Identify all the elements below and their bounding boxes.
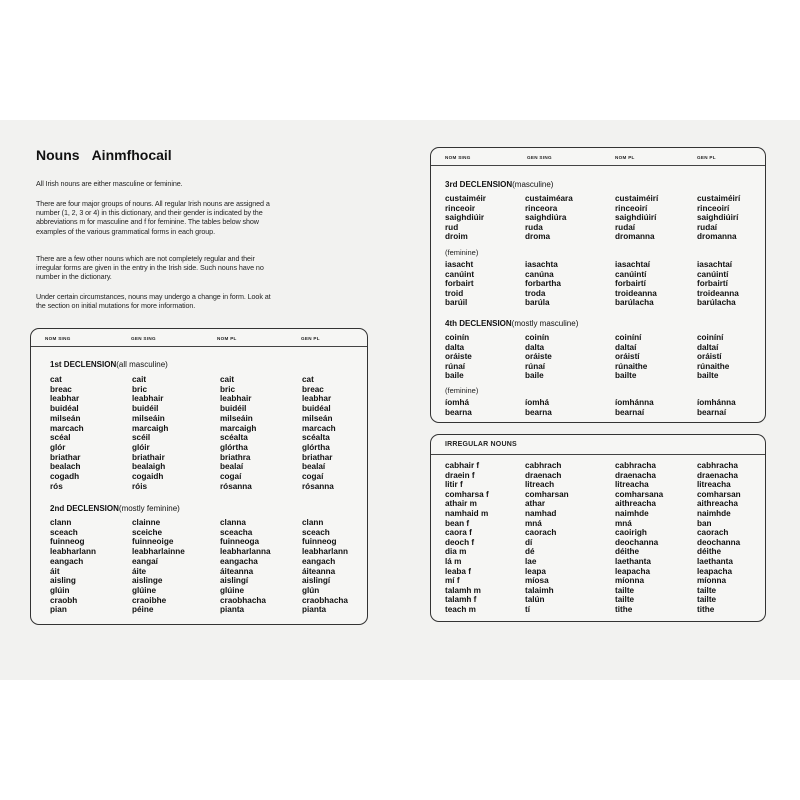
noun-form-cell: craobh bbox=[50, 595, 78, 605]
declension-3-feminine-grid bbox=[445, 260, 767, 308]
noun-form-cell: leabharlanna bbox=[220, 547, 271, 557]
noun-form-cell: leabhar bbox=[302, 394, 332, 404]
noun-form-cell: deochanna bbox=[697, 537, 741, 547]
noun-form-cell: leabhair bbox=[132, 394, 164, 404]
noun-form-cell: scéil bbox=[132, 433, 151, 443]
noun-form-cell: rudaí bbox=[697, 222, 718, 232]
noun-form-cell: lae bbox=[525, 556, 537, 566]
noun-form-cell: cogaidh bbox=[132, 472, 164, 482]
noun-form-cell: dí bbox=[525, 537, 533, 547]
noun-form-cell: marcach bbox=[50, 423, 84, 433]
noun-form-cell: breac bbox=[50, 384, 72, 394]
noun-form-cell: coiníní bbox=[697, 333, 724, 342]
noun-form-cell: draenacha bbox=[615, 470, 656, 480]
noun-form-cell: déithe bbox=[615, 547, 640, 557]
heading-english: Nouns bbox=[36, 147, 80, 163]
noun-form-cell: teach m bbox=[445, 604, 476, 614]
noun-form-cell: briathra bbox=[220, 452, 251, 462]
noun-form-cell: baile bbox=[445, 371, 464, 381]
noun-form-cell: rinceoirí bbox=[697, 203, 730, 213]
intro-line: All Irish nouns are either masculine or feminine. bbox=[36, 179, 183, 188]
intro-line: There are four major groups of nouns. All regular Irish nouns are assigned a bbox=[36, 199, 270, 208]
noun-form-cell: bric bbox=[132, 384, 148, 394]
noun-form-cell: cabhair f bbox=[445, 461, 480, 470]
noun-form-cell: dalta bbox=[445, 342, 465, 352]
noun-form-cell: mí f bbox=[445, 576, 460, 586]
noun-form-cell: glún bbox=[302, 585, 320, 595]
noun-form-cell: clanna bbox=[220, 518, 246, 527]
noun-form-cell: rud bbox=[445, 222, 459, 232]
declension-4-feminine-label: (feminine) bbox=[445, 386, 479, 395]
noun-form-cell: caoirigh bbox=[615, 528, 647, 538]
noun-form-cell: custaiméirí bbox=[615, 194, 659, 203]
noun-form-cell: bealaigh bbox=[132, 462, 166, 472]
noun-form-cell: bealach bbox=[50, 462, 81, 472]
noun-form-cell: bearna bbox=[445, 407, 472, 417]
declension-4-note: (mostly masculine) bbox=[511, 319, 579, 328]
noun-form-cell: íomhánna bbox=[697, 398, 736, 407]
noun-form-cell: craobhacha bbox=[302, 595, 348, 605]
noun-form-cell: áit bbox=[50, 566, 60, 576]
noun-form-cell: naimhde bbox=[697, 508, 731, 518]
noun-form-cell: rós bbox=[50, 481, 63, 491]
noun-form-cell: canúna bbox=[525, 269, 554, 279]
noun-form-cell: glór bbox=[50, 442, 66, 452]
declension-4-feminine-grid bbox=[445, 398, 767, 417]
noun-form-cell: baile bbox=[525, 371, 544, 381]
noun-form-cell: aithreacha bbox=[615, 499, 656, 509]
noun-form-cell: sceiche bbox=[132, 527, 163, 537]
noun-form-cell: eangach bbox=[302, 556, 336, 566]
declension-1-label: 1st DECLENSION bbox=[50, 360, 117, 369]
noun-form-cell: briathar bbox=[50, 452, 81, 462]
noun-form-cell: draenach bbox=[525, 470, 562, 480]
noun-form-cell: athar bbox=[525, 499, 546, 509]
noun-form-cell: aislingí bbox=[220, 576, 249, 586]
noun-form-cell: eangacha bbox=[220, 556, 258, 566]
noun-form-cell: caora f bbox=[445, 528, 472, 538]
irregular-nouns-grid bbox=[445, 461, 767, 615]
noun-form-cell: canúintí bbox=[615, 269, 647, 279]
intro-line: Under certain circumstances, nouns may undergo a change in form. Look at bbox=[36, 292, 271, 301]
heading-irish: Ainmfhocail bbox=[91, 147, 172, 163]
noun-form-cell: áiteanna bbox=[302, 566, 336, 576]
noun-form-cell: litreach bbox=[525, 480, 555, 490]
noun-form-cell: troideanna bbox=[697, 288, 739, 298]
column-header: NOM SING bbox=[45, 336, 71, 341]
noun-form-cell: comharsana bbox=[615, 489, 664, 499]
noun-form-cell: saighdiúirí bbox=[615, 213, 657, 223]
noun-form-cell: custaiméirí bbox=[697, 194, 741, 203]
noun-form-cell: buidéil bbox=[220, 404, 247, 414]
noun-form-cell: talaimh bbox=[525, 585, 554, 595]
noun-form-cell: bailte bbox=[697, 371, 719, 381]
noun-form-cell: leaba f bbox=[445, 566, 471, 576]
noun-form-cell: forbartha bbox=[525, 279, 561, 289]
noun-form-cell: fuinneog bbox=[302, 537, 337, 547]
declension-1-grid bbox=[50, 375, 372, 491]
noun-form-cell: barúil bbox=[445, 298, 468, 308]
column-header: GEN SING bbox=[527, 155, 552, 160]
intro-line: irregular forms are given in the entry in the Irish side. Such nouns have no bbox=[36, 263, 264, 273]
noun-form-cell: péine bbox=[132, 605, 154, 615]
noun-form-cell: pian bbox=[50, 605, 67, 615]
declension-3-title bbox=[445, 180, 553, 189]
noun-form-cell: déithe bbox=[697, 547, 722, 557]
noun-form-cell: marcach bbox=[302, 423, 336, 433]
noun-form-cell: áite bbox=[132, 566, 147, 576]
declension-4-label: 4th DECLENSION bbox=[445, 319, 512, 328]
noun-form-cell: draein f bbox=[445, 470, 475, 480]
noun-form-cell: ruda bbox=[525, 222, 543, 232]
noun-form-cell: bearnaí bbox=[615, 407, 645, 417]
declension-3-feminine-label: (feminine) bbox=[445, 248, 479, 257]
noun-form-cell: coinín bbox=[525, 333, 550, 342]
noun-form-cell: tailte bbox=[697, 595, 717, 605]
noun-form-cell: tithe bbox=[615, 604, 633, 614]
noun-form-cell: laethanta bbox=[615, 556, 651, 566]
declension-2-title bbox=[50, 504, 180, 513]
column-header: NOM PL bbox=[615, 155, 635, 160]
noun-form-cell: aislinge bbox=[132, 576, 163, 586]
noun-form-cell: rinceora bbox=[525, 203, 558, 213]
noun-form-cell: rinceoirí bbox=[615, 203, 648, 213]
noun-form-cell: glúin bbox=[50, 585, 70, 595]
noun-form-cell: barúlacha bbox=[697, 298, 736, 308]
noun-form-cell: comharsan bbox=[697, 489, 741, 499]
noun-form-cell: buidéil bbox=[132, 404, 159, 414]
intro-line: examples of the various grammatical forms in each group. bbox=[36, 226, 215, 236]
noun-form-cell: athair m bbox=[445, 499, 477, 509]
noun-form-cell: rúnaí bbox=[525, 361, 546, 371]
declension-1-title bbox=[50, 360, 168, 369]
noun-form-cell: cait bbox=[220, 375, 235, 384]
noun-form-cell: troideanna bbox=[615, 288, 657, 298]
noun-form-cell: dromanna bbox=[615, 232, 655, 242]
noun-form-cell: dalta bbox=[525, 342, 545, 352]
noun-form-cell: tí bbox=[525, 604, 531, 614]
noun-form-cell: rósanna bbox=[220, 481, 252, 491]
noun-form-cell: saighdiúirí bbox=[697, 213, 739, 223]
noun-form-cell: tailte bbox=[615, 595, 635, 605]
declension-4-title bbox=[445, 319, 578, 328]
noun-form-cell: milseáin bbox=[132, 413, 165, 423]
noun-form-cell: íomhánna bbox=[615, 398, 654, 407]
noun-form-cell: bearnaí bbox=[697, 407, 727, 417]
noun-form-cell: milseán bbox=[50, 413, 81, 423]
noun-form-cell: iasacht bbox=[445, 260, 474, 269]
noun-form-cell: tailte bbox=[615, 585, 635, 595]
noun-form-cell: mná bbox=[615, 518, 632, 528]
noun-form-cell: cabhracha bbox=[615, 461, 656, 470]
noun-form-cell: scéal bbox=[50, 433, 71, 443]
noun-form-cell: cogaí bbox=[302, 472, 324, 482]
noun-form-cell: talún bbox=[525, 595, 545, 605]
noun-form-cell: oráistí bbox=[697, 352, 722, 362]
page-heading bbox=[36, 147, 172, 163]
noun-form-cell: milseáin bbox=[220, 413, 253, 423]
irregular-title: IRREGULAR NOUNS bbox=[445, 441, 517, 448]
noun-form-cell: íomhá bbox=[525, 398, 550, 407]
noun-form-cell: deochanna bbox=[615, 537, 659, 547]
noun-form-cell: leapa bbox=[525, 566, 546, 576]
noun-form-cell: talamh f bbox=[445, 595, 477, 605]
noun-form-cell: craoibhe bbox=[132, 595, 167, 605]
column-headers bbox=[31, 329, 367, 347]
noun-form-cell: cogadh bbox=[50, 472, 80, 482]
noun-form-cell: rúnaithe bbox=[697, 361, 730, 371]
noun-form-cell: droim bbox=[445, 232, 468, 242]
noun-form-cell: clainne bbox=[132, 518, 161, 527]
noun-form-cell: droma bbox=[525, 232, 551, 242]
noun-form-cell: litreacha bbox=[697, 480, 731, 490]
intro-line: abbreviations m for masculine and f for feminine. The tables below show bbox=[36, 217, 259, 227]
noun-form-cell: litreacha bbox=[615, 480, 649, 490]
noun-form-cell: glóir bbox=[132, 442, 150, 452]
noun-form-cell: míosa bbox=[525, 576, 549, 586]
noun-form-cell: barúla bbox=[525, 298, 550, 308]
noun-form-cell: talamh m bbox=[445, 585, 481, 595]
noun-form-cell: scéalta bbox=[220, 433, 248, 443]
intro-line: There are a few other nouns which are not completely regular and their bbox=[36, 254, 255, 263]
noun-form-cell: oráistí bbox=[615, 352, 640, 362]
noun-form-cell: draenacha bbox=[697, 470, 738, 480]
noun-form-cell: litir f bbox=[445, 480, 463, 490]
intro-line: number in the dictionary. bbox=[36, 272, 112, 282]
noun-form-cell: scéalta bbox=[302, 433, 330, 443]
noun-form-cell: rúnaí bbox=[445, 361, 466, 371]
noun-form-cell: daltaí bbox=[615, 342, 637, 352]
noun-form-cell: namhaid m bbox=[445, 508, 489, 518]
intro-paragraph-1 bbox=[36, 179, 376, 188]
noun-form-cell: rúnaithe bbox=[615, 361, 648, 371]
noun-form-cell: cogaí bbox=[220, 472, 242, 482]
noun-form-cell: bearna bbox=[525, 407, 552, 417]
noun-form-cell: oráiste bbox=[525, 352, 552, 362]
intro-paragraph-4 bbox=[36, 292, 376, 310]
noun-form-cell: leapacha bbox=[615, 566, 651, 576]
noun-form-cell: fuinneoga bbox=[220, 537, 260, 547]
noun-form-cell: troid bbox=[445, 288, 464, 298]
noun-form-cell: namhad bbox=[525, 508, 557, 518]
noun-form-cell: comharsan bbox=[525, 489, 569, 499]
noun-form-cell: glórtha bbox=[302, 442, 330, 452]
noun-form-cell: naimhde bbox=[615, 508, 649, 518]
noun-form-cell: canúintí bbox=[697, 269, 729, 279]
noun-form-cell: forbairtí bbox=[697, 279, 728, 289]
noun-form-cell: cait bbox=[132, 375, 147, 384]
noun-form-cell: comharsa f bbox=[445, 489, 489, 499]
noun-form-cell: fuinneog bbox=[50, 537, 85, 547]
noun-form-cell: leabharlainne bbox=[132, 547, 185, 557]
noun-form-cell: marcaigh bbox=[132, 423, 169, 433]
noun-form-cell: barúlacha bbox=[615, 298, 654, 308]
noun-form-cell: róis bbox=[132, 481, 148, 491]
noun-form-cell: cat bbox=[50, 375, 62, 384]
declension-3-masculine-grid bbox=[445, 194, 767, 242]
noun-form-cell: dia m bbox=[445, 547, 467, 557]
noun-form-cell: caorach bbox=[697, 528, 729, 538]
noun-form-cell: clann bbox=[50, 518, 72, 527]
intro-paragraph-2 bbox=[36, 199, 376, 236]
noun-form-cell: bealaí bbox=[220, 462, 244, 472]
noun-form-cell: sceacha bbox=[220, 527, 253, 537]
noun-form-cell: caorach bbox=[525, 528, 557, 538]
noun-form-cell: míonna bbox=[615, 576, 645, 586]
noun-form-cell: mná bbox=[525, 518, 542, 528]
noun-form-cell: iasachtaí bbox=[615, 260, 651, 269]
noun-form-cell: buidéal bbox=[302, 404, 331, 414]
noun-form-cell: leabhair bbox=[220, 394, 252, 404]
column-header: NOM SING bbox=[445, 155, 471, 160]
noun-form-cell: custaiméir bbox=[445, 194, 486, 203]
noun-form-cell: leapacha bbox=[697, 566, 733, 576]
noun-form-cell: troda bbox=[525, 288, 546, 298]
noun-form-cell: tailte bbox=[697, 585, 717, 595]
noun-form-cell: forbairtí bbox=[615, 279, 646, 289]
noun-form-cell: marcaigh bbox=[220, 423, 257, 433]
noun-form-cell: rósanna bbox=[302, 481, 334, 491]
noun-form-cell: breac bbox=[302, 384, 324, 394]
noun-form-cell: deoch f bbox=[445, 537, 475, 547]
noun-form-cell: aithreacha bbox=[697, 499, 738, 509]
noun-form-cell: saighdiúir bbox=[445, 213, 485, 223]
noun-form-cell: glúine bbox=[220, 585, 245, 595]
noun-form-cell: leabharlann bbox=[302, 547, 348, 557]
noun-form-cell: cat bbox=[302, 375, 314, 384]
noun-form-cell: rinceoir bbox=[445, 203, 476, 213]
noun-form-cell: áiteanna bbox=[220, 566, 254, 576]
noun-form-cell: dé bbox=[525, 547, 535, 557]
column-headers bbox=[431, 148, 765, 166]
declension-2-grid bbox=[50, 518, 372, 615]
noun-form-cell: rudaí bbox=[615, 222, 636, 232]
noun-form-cell: forbairt bbox=[445, 279, 474, 289]
noun-form-cell: cabhracha bbox=[697, 461, 738, 470]
noun-form-cell: pianta bbox=[220, 605, 245, 615]
noun-form-cell: buidéal bbox=[50, 404, 79, 414]
noun-form-cell: clann bbox=[302, 518, 324, 527]
noun-form-cell: iasachtaí bbox=[697, 260, 733, 269]
noun-form-cell: leabhar bbox=[50, 394, 80, 404]
noun-form-cell: glúine bbox=[132, 585, 157, 595]
noun-form-cell: custaiméara bbox=[525, 194, 573, 203]
noun-form-cell: leabharlann bbox=[50, 547, 96, 557]
noun-form-cell: coinín bbox=[445, 333, 470, 342]
noun-form-cell: dromanna bbox=[697, 232, 737, 242]
noun-form-cell: íomhá bbox=[445, 398, 470, 407]
intro-line: the section on initial mutations for more information. bbox=[36, 301, 196, 311]
declension-3-label: 3rd DECLENSION bbox=[445, 180, 513, 189]
noun-form-cell: míonna bbox=[697, 576, 727, 586]
declension-2-note: (mostly feminine) bbox=[118, 504, 180, 513]
noun-form-cell: bric bbox=[220, 384, 236, 394]
declension-3-note: (masculine) bbox=[512, 180, 554, 189]
noun-form-cell: eangach bbox=[50, 556, 84, 566]
noun-form-cell: ban bbox=[697, 518, 712, 528]
noun-form-cell: milseán bbox=[302, 413, 333, 423]
declension-4-masculine-grid bbox=[445, 333, 767, 381]
noun-form-cell: sceach bbox=[302, 527, 330, 537]
noun-form-cell: bailte bbox=[615, 371, 637, 381]
noun-form-cell: bean f bbox=[445, 518, 470, 528]
noun-form-cell: craobhacha bbox=[220, 595, 266, 605]
noun-form-cell: bealaí bbox=[302, 462, 326, 472]
noun-form-cell: aislingí bbox=[302, 576, 331, 586]
declension-1-note: (all masculine) bbox=[116, 360, 168, 369]
noun-form-cell: eangaí bbox=[132, 556, 158, 566]
column-header: NOM PL bbox=[217, 336, 237, 341]
noun-form-cell: iasachta bbox=[525, 260, 558, 269]
noun-form-cell: lá m bbox=[445, 556, 462, 566]
intro-line: number (1, 2, 3 or 4) in this dictionary, and their gender is indicated by the bbox=[36, 208, 263, 218]
intro-paragraph-3 bbox=[36, 254, 376, 282]
noun-form-cell: aisling bbox=[50, 576, 76, 586]
noun-form-cell: saighdiúra bbox=[525, 213, 567, 223]
noun-form-cell: tithe bbox=[697, 604, 715, 614]
column-header: GEN SING bbox=[131, 336, 156, 341]
declension-2-label: 2nd DECLENSION bbox=[50, 504, 119, 513]
noun-form-cell: coiníní bbox=[615, 333, 642, 342]
column-header: GEN PL bbox=[697, 155, 716, 160]
column-header: GEN PL bbox=[301, 336, 320, 341]
noun-form-cell: fuinneoige bbox=[132, 537, 174, 547]
noun-form-cell: briathair bbox=[132, 452, 165, 462]
irregular-header bbox=[431, 435, 765, 455]
noun-form-cell: glórtha bbox=[220, 442, 248, 452]
noun-form-cell: daltaí bbox=[697, 342, 719, 352]
noun-form-cell: briathar bbox=[302, 452, 333, 462]
noun-form-cell: cabhrach bbox=[525, 461, 562, 470]
noun-form-cell: canúint bbox=[445, 269, 475, 279]
noun-form-cell: oráiste bbox=[445, 352, 472, 362]
noun-form-cell: sceach bbox=[50, 527, 78, 537]
noun-form-cell: laethanta bbox=[697, 556, 733, 566]
noun-form-cell: pianta bbox=[302, 605, 327, 615]
